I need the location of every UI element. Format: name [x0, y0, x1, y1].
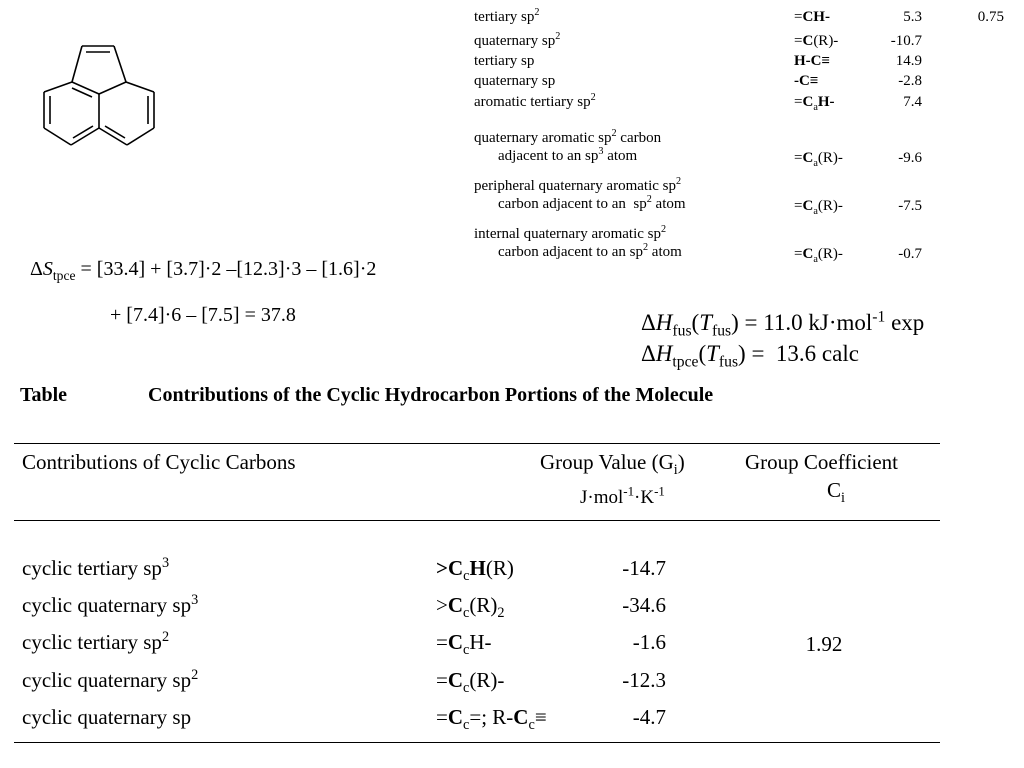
entropy-equation-line-2: + [7.4]·6 – [7.5] = 37.8	[110, 304, 296, 326]
upper-row-formula: =C(R)-	[794, 33, 839, 49]
upper-row-label: tertiary $sp^2$	[474, 7, 540, 25]
acenaphthylene-structure	[30, 30, 200, 170]
upper-row-formula: H-C≡	[794, 53, 831, 69]
row-label: cyclic tertiary $sp^2$	[22, 629, 170, 654]
table-row	[22, 630, 922, 660]
entropy-equation-line-1: $\Delta S_{tpce} = [33.4] + [3.7]\cdot 2$ –[12.3]·3 – [1.6]·2	[30, 258, 377, 283]
upper-row-value: -7.5	[898, 198, 922, 214]
table-row	[22, 705, 922, 735]
col-header-contributions: Contributions of Cyclic Carbons	[22, 450, 296, 474]
table-caption-label: Table	[20, 384, 68, 406]
row-label: cyclic quaternary sp	[22, 705, 192, 729]
upper-row-label: peripheral quaternary aromatic $sp^2$ carbon adjacent to an $sp^2$ atom	[474, 176, 686, 212]
table-row	[22, 556, 922, 586]
upper-row-value: -0.7	[898, 246, 922, 262]
row-formula: $>C_c(R)_2$	[436, 593, 505, 622]
table-row	[22, 668, 922, 698]
upper-row-value: -9.6	[898, 150, 922, 166]
row-group-value: -34.6	[622, 593, 666, 617]
table-bottom-rule	[14, 742, 940, 743]
row-label: cyclic quaternary $sp^2$	[22, 667, 199, 692]
table-row	[22, 593, 922, 623]
row-formula: $=C_cH-$	[436, 630, 492, 659]
upper-row-formula: $=C_a(R)-$	[794, 150, 843, 169]
table-top-rule	[14, 443, 940, 444]
upper-row-formula: =CH-	[794, 9, 830, 25]
upper-row-value: 7.4	[903, 94, 922, 110]
upper-row-label: quaternary sp	[474, 73, 556, 89]
row-formula: $>C_cH(R)$	[436, 556, 514, 585]
row-label: cyclic tertiary $sp^3$	[22, 555, 170, 580]
row-group-value: -12.3	[622, 668, 666, 692]
upper-row-formula: $=C_a(R)-$	[794, 198, 843, 217]
col-header-group-value: Group Value $(G_i)$	[540, 450, 685, 479]
upper-row-label: quaternary $sp^2$	[474, 31, 561, 49]
col-header-group-coefficient: Group Coefficient	[745, 450, 898, 474]
upper-row-value: -2.8	[898, 73, 922, 89]
upper-row-formula: -C≡	[794, 73, 819, 89]
upper-row-value: 14.9	[895, 53, 922, 69]
row-group-value: -1.6	[632, 630, 666, 654]
upper-row-formula: $=C_a(R)-$	[794, 246, 843, 265]
row-group-value: -14.7	[622, 556, 666, 580]
enthalpy-tpce-calc: $\Delta H_{tpce}(T_{fus}) = 13.6$ calc	[641, 341, 859, 371]
row-group-value: -4.7	[632, 705, 666, 729]
table-caption-title: Contributions of the Cyclic Hydrocarbon Portions of the Molecule	[148, 384, 714, 406]
group-coefficient-value: 1.92	[805, 632, 843, 656]
row-label: cyclic quaternary $sp^3$	[22, 592, 199, 617]
row-formula: $=C_c=$; $R-C_c\equiv$	[436, 705, 547, 734]
upper-row-value: -10.7	[890, 33, 922, 49]
upper-row-label: tertiary sp	[474, 53, 535, 69]
col-header-coefficient-symbol: $C_i$	[827, 478, 845, 507]
upper-row-label: internal quaternary aromatic $sp^2$ carbon adjacent to an $sp^2$ atom	[474, 224, 682, 260]
col-header-units: $J\cdot mol^{-1}\cdot K^{-1}$	[580, 483, 665, 508]
table-header-rule	[14, 520, 940, 521]
upper-row-label: aromatic tertiary $sp^2$	[474, 92, 596, 110]
upper-row-formula: $=C_aH-$	[794, 94, 835, 113]
row-formula: $=C_c(R)-$	[436, 668, 505, 697]
upper-row-label: quaternary aromatic $sp^2$ carbon adjacent to an $sp^3$ atom	[474, 128, 662, 164]
upper-row-coefficient: 0.75	[977, 9, 1004, 25]
upper-row-value: 5.3	[903, 9, 922, 25]
enthalpy-fusion-exp: $\Delta H_{fus}(T_{fus}) = 11.0$ kJ·mol$^{-1}$ exp	[641, 308, 925, 340]
